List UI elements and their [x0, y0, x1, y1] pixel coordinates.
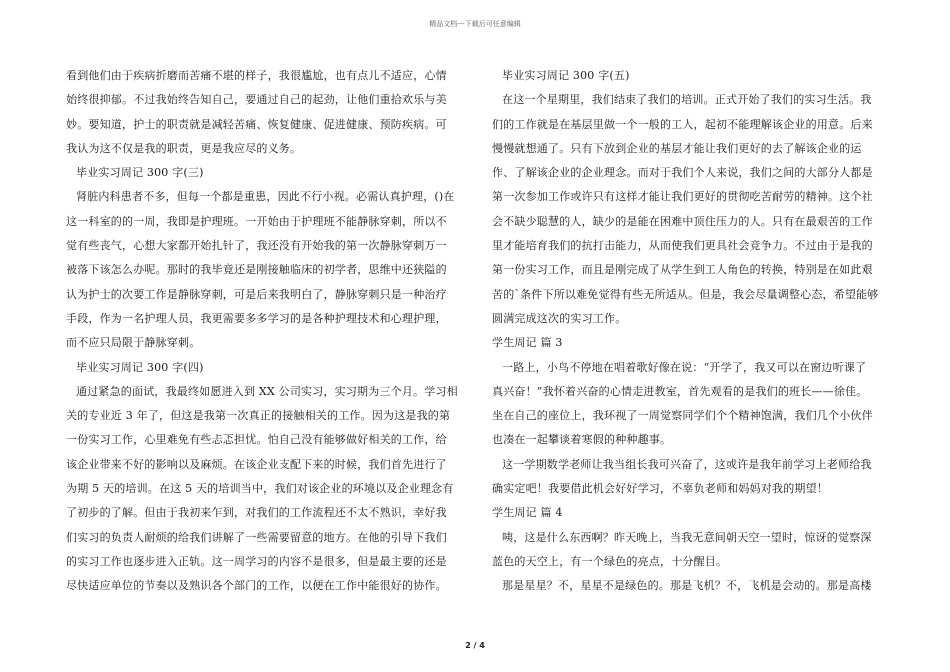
left-column	[66, 64, 461, 599]
page-header: 精品文档---下载后可任意编辑	[429, 20, 521, 28]
text-line: 妙。要知道，护士的职责就是减轻苦痛、恢复健康、促进健康、预防疾病。可	[66, 117, 447, 131]
text-line: 第一次参加工作或许只有这样才能让我们更好的贯彻吃苦耐劳的精神。这个社	[492, 190, 873, 204]
text-line: 真兴奋！”我怀着兴奋的心情走进教室，首先观看的是我们的班长——徐佳。	[492, 384, 868, 398]
text-line: 始终很抑郁。不过我始终告知自己，要通过自己的起劲，让他们重拾欢乐与美	[66, 93, 447, 107]
text-line: 了初步的了解。但由于我初来乍到，对我们的工作流程还不太不熟识，幸好我	[66, 506, 447, 520]
text-line: 会不缺少聪慧的人，缺少的是能在困难中顶住压力的人。只有在最艰苦的工作	[492, 214, 873, 228]
text-line: 该企业带来不好的影响以及麻烦。在该企业支配下来的时候，我们首先进行了	[66, 457, 447, 471]
text-line: 看到他们由于疾病折磨而苦痛不堪的样子，我很尴尬，也有点儿不适应，心情	[66, 69, 447, 82]
text-line: 肾脏内科患者不多，但每一个都是重患，因此不行小视。必需认真护理，()在	[76, 190, 455, 204]
section-heading: 毕业实习周记 300 字(三)	[76, 166, 204, 180]
text-line: 那是星星？不，星星不是绿色的。那是飞机？不，飞机是会动的。那是高楼	[502, 579, 872, 593]
text-line: 也凑在一起攀谈着寒假的种种趣事。	[492, 433, 672, 447]
text-line: 这一科室的的一周，我即是护理班。一开始由于护理班不能静脉穿刺，所以不	[66, 214, 447, 228]
text-line: 蓝色的天空上，有一个绿色的亮点，十分醒目。	[492, 554, 728, 568]
text-line: 的实习工作也逐步进入正轨。这一周学习的内容不是很多，但是最主要的还是	[66, 554, 447, 568]
text-line: 一路上，小鸟不停地在唱着歌好像在说：“开学了，我又可以在窗边听课了	[502, 360, 867, 374]
text-line: 圆满完成这次的实习工作。	[492, 311, 627, 325]
section-heading: 学生周记 篇 4	[492, 506, 563, 520]
text-line: 咦，这是什么东西啊？昨天晚上，当我无意间朝天空一望时，惊讶的觉察深	[502, 530, 872, 544]
text-line: 尽快适应单位的节奏以及熟识各个部门的工作，以便在工作中能很好的协作。	[66, 579, 447, 593]
text-line: 一份实习工作，心里难免有些忐忑担忧。怕自己没有能够做好相关的工作，给	[66, 433, 447, 447]
text-line: 们的工作就是在基层里做一个一般的工人，起初不能理解该企业的用意。后来	[492, 117, 873, 131]
text-line: 关的专业近 3 年了，但这是我第一次真正的接触相关的工作。因为这是我的第	[66, 409, 451, 423]
right-column	[492, 64, 887, 599]
text-line: 第一份实习工作，而且是刚完成了从学生到工人角色的转换，特别是在如此艰	[492, 263, 873, 277]
text-line: 里才能培育我们的抗打击能力，从而使我们更具社会竞争力。不过由于是我的	[492, 239, 873, 253]
text-line: 作、了解该企业的企业理念。而对于我们个人来说，我们之间的大部分人都是	[492, 166, 873, 180]
text-line: 坐在自己的座位上，我环视了一周觉察同学们个个精神饱满，我们几个小伙伴	[492, 409, 873, 423]
text-line: 认为护士的次要工作是静脉穿刺，可是后来我明白了，静脉穿刺只是一种治疗	[66, 287, 447, 301]
text-line: 而不应只局限于静脉穿刺。	[66, 336, 201, 350]
text-line: 为期 5 天的培训。在这 5 天的培训当中，我们对该企业的环境以及企业理念有	[66, 482, 454, 496]
text-line: 这一学期数学老师让我当组长我可兴奋了，这或许是我年前学习上老师给我	[502, 457, 872, 471]
text-line: 慢慢就想通了。只有下放到企业的基层才能让我们更好的去了解该企业的运	[492, 141, 862, 155]
text-line: 通过紧急的面试，我最终如愿进入到 XX 公司实习，实习期为三个月。学习相	[76, 384, 458, 398]
text-line: 我认为这不仅是我的职责，更是我应尽的义务。	[66, 141, 302, 155]
text-line: 确实定吧！我要借此机会好好学习，不辜负老师和妈妈对我的期望！	[492, 482, 828, 496]
section-heading: 毕业实习周记 300 字(五)	[502, 69, 630, 82]
page-number: 2 / 4	[465, 641, 485, 650]
text-line: 手段，作为一名护理人员，我更需要多多学习的是各种护理技术和心理护理，	[66, 311, 447, 325]
text-line: 被落下该怎么办呢。那时的我毕竟还是刚接触临床的初学者，思维中还狭隘的	[66, 263, 447, 277]
section-heading: 毕业实习周记 300 字(四)	[76, 360, 204, 374]
text-line: 觉有些丧气，心想大家都开始扎针了，我还没有开始我的第一次静脉穿刺万一	[66, 239, 447, 253]
text-line: 在这一个星期里，我们结束了我们的培训。正式开始了我们的实习生活。我	[502, 93, 872, 107]
text-line: 苦的`条件下所以难免觉得有些无所适从。但是，我会尽量调整心态，希望能够	[492, 287, 879, 301]
section-heading: 学生周记 篇 3	[492, 336, 563, 350]
text-line: 们实习的负责人耐烦的给我们讲解了一些需要留意的地方。在他的引导下我们	[66, 530, 447, 544]
